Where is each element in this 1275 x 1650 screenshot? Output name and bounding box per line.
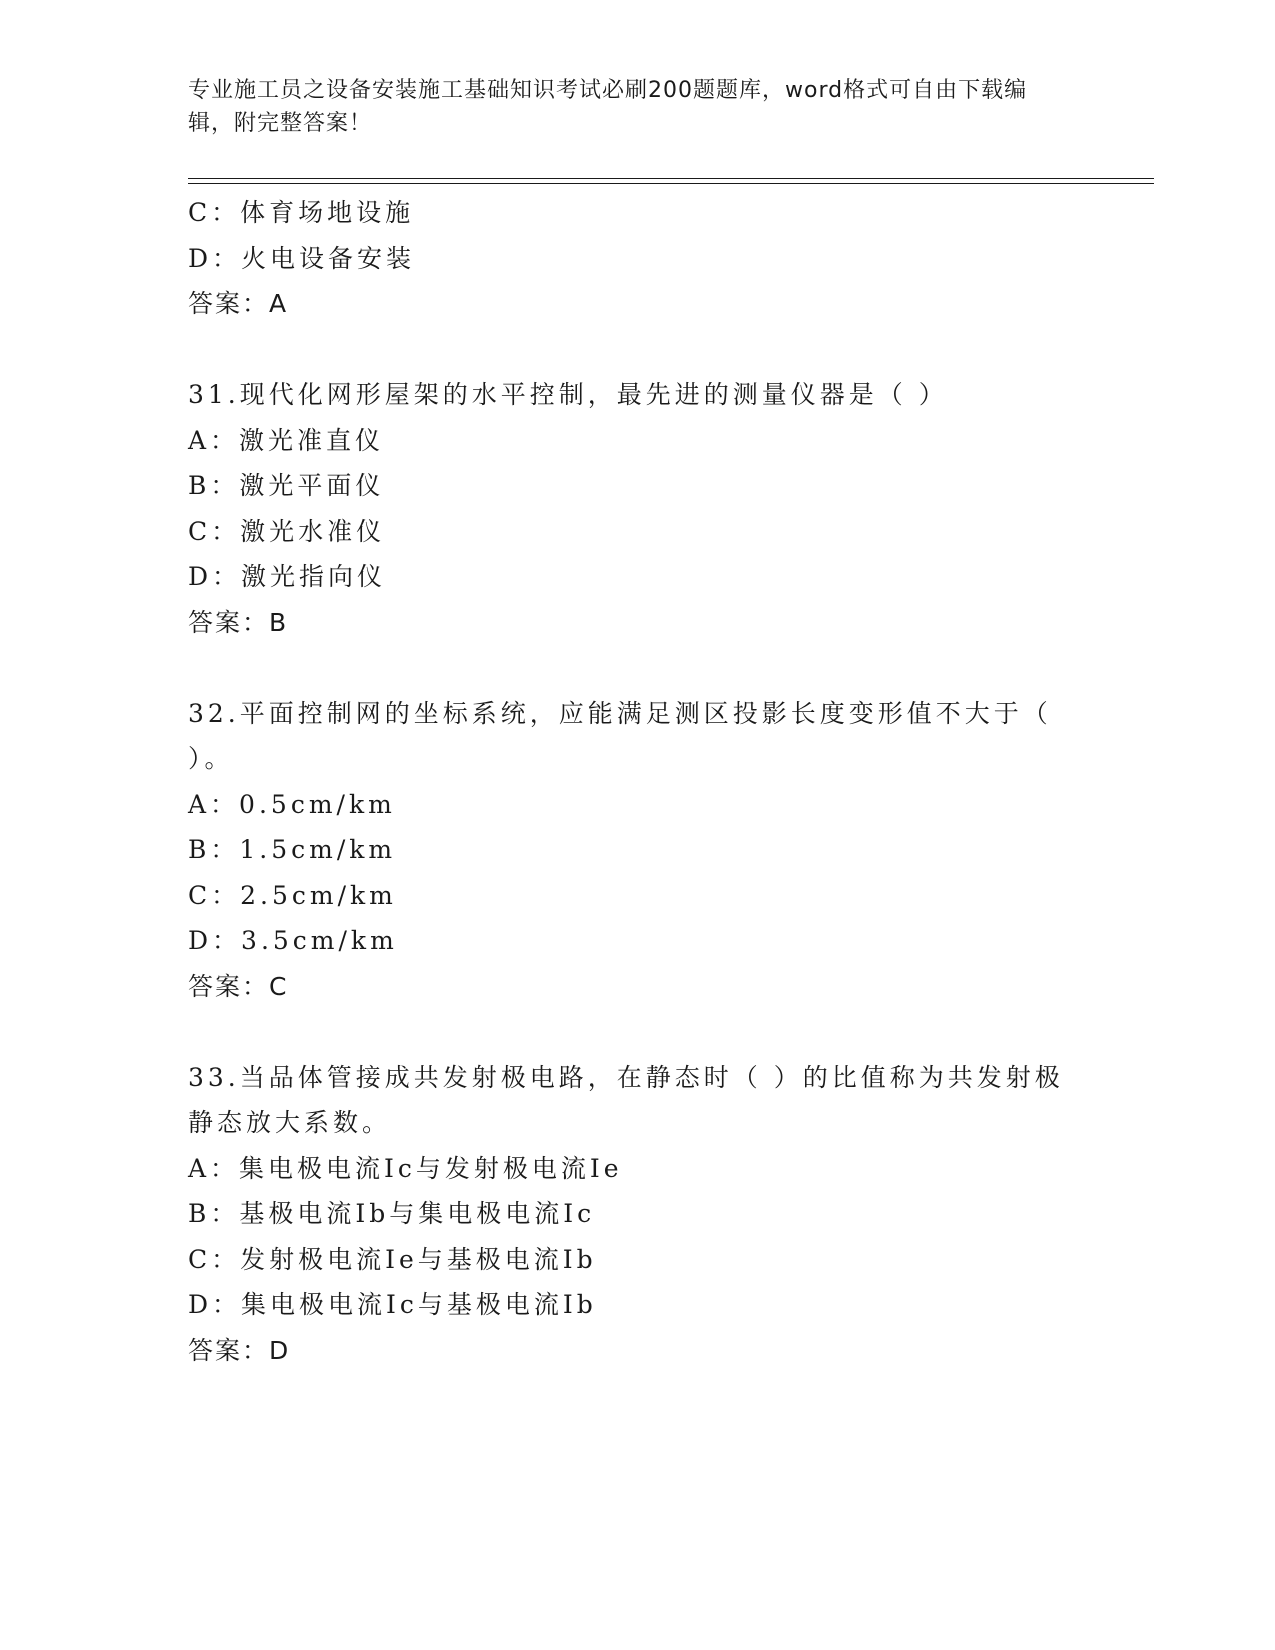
option-a: A：激光准直仪	[188, 425, 385, 455]
answer-line: 答案：B	[188, 607, 289, 637]
option-c: C：发射极电流Ie与基极电流Ib	[188, 1244, 597, 1274]
header-divider-top	[188, 178, 1154, 179]
question-block-prev	[188, 190, 1088, 327]
answer-line: 答案：C	[188, 971, 289, 1001]
option-d: D：火电设备安装	[188, 243, 416, 273]
option-a: A：集电极电流Ic与发射极电流Ie	[188, 1153, 623, 1183]
option-c: C：体育场地设施	[188, 198, 415, 227]
option-c: C：2.5cm/km	[188, 880, 397, 910]
option-c: C：激光水准仪	[188, 516, 386, 546]
document-header: 专业施工员之设备安装施工基础知识考试必刷200题题库，word格式可自由下载编辑，附完整答案！	[188, 78, 1028, 136]
question-block-32	[188, 691, 1088, 1010]
question-list	[188, 190, 1088, 1373]
option-b: B：基极电流Ib与集电极电流Ic	[188, 1199, 596, 1228]
answer-line: 答案：D	[188, 1335, 291, 1365]
option-a: A：0.5cm/km	[188, 789, 396, 819]
option-d: D：3.5cm/km	[188, 926, 398, 955]
answer-line: 答案：A	[188, 289, 289, 318]
question-block-31	[188, 372, 1088, 645]
question-text: 31.现代化网形屋架的水平控制，最先进的测量仪器是（ ）	[188, 380, 948, 409]
option-b: B：1.5cm/km	[188, 835, 397, 864]
question-block-33	[188, 1055, 1088, 1374]
header-divider-bottom	[188, 183, 1154, 184]
option-d: D：激光指向仪	[188, 562, 387, 591]
option-d: D：集电极电流Ic与基极电流Ib	[188, 1290, 597, 1319]
question-text: 32.平面控制网的坐标系统，应能满足测区投影长度变形值不大于（ ）。	[188, 698, 1052, 773]
option-b: B：激光平面仪	[188, 471, 385, 500]
question-text: 33.当品体管接成共发射极电路，在静态时（ ）的比值称为共发射极静态放大系数。	[188, 1062, 1064, 1137]
